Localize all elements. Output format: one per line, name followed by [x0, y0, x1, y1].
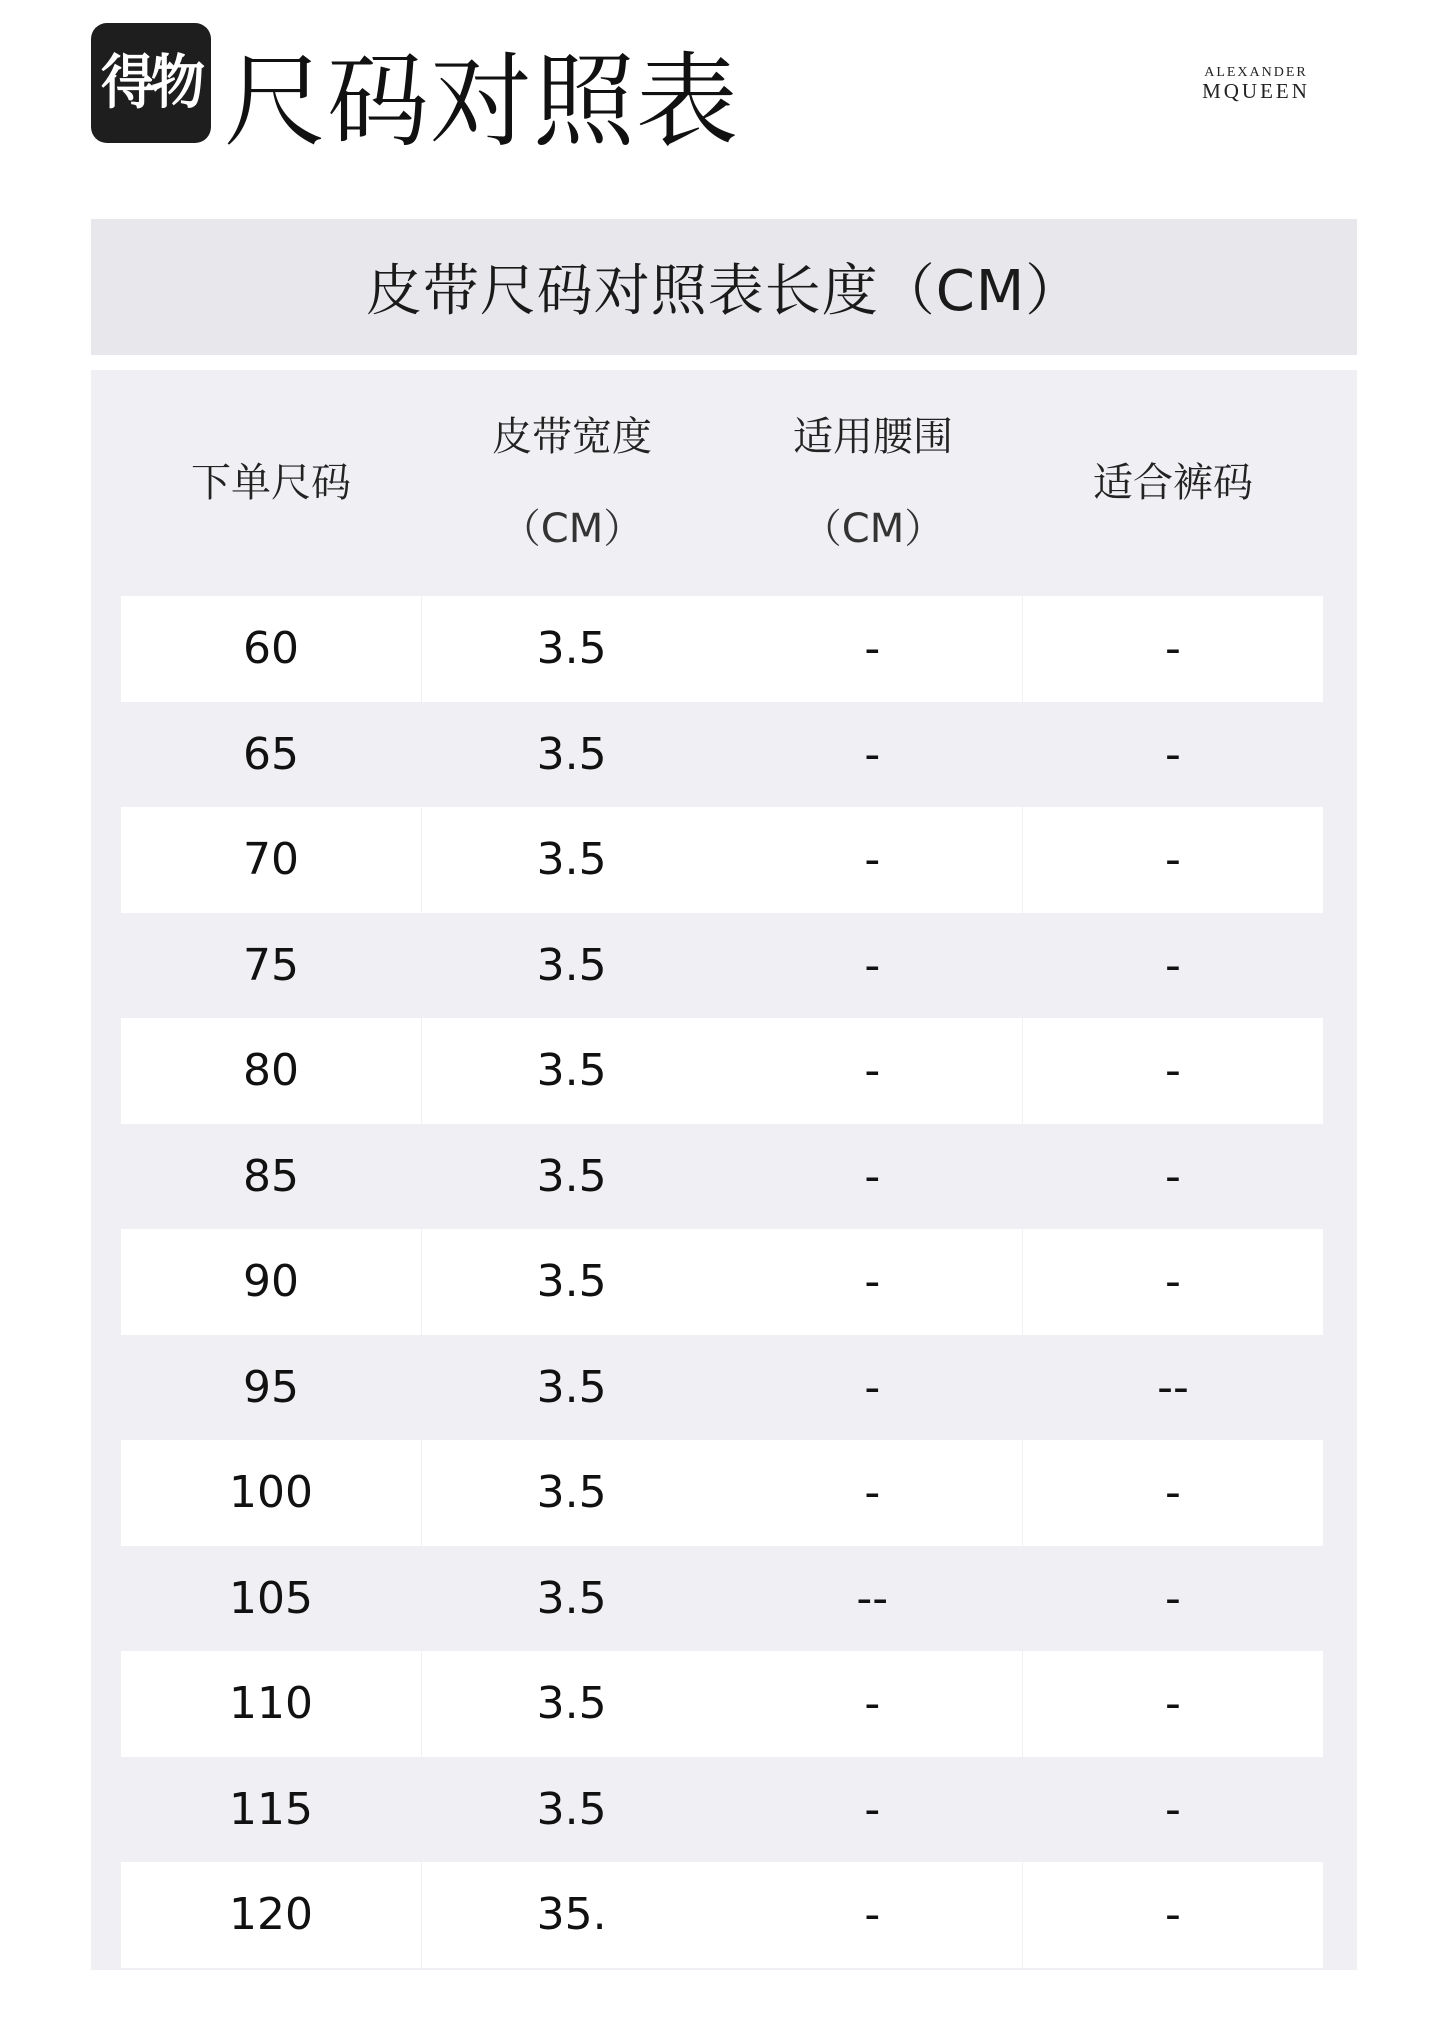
order-size-cell: 75 [243, 939, 299, 991]
pants-size-cell: - [1023, 1018, 1323, 1124]
table-row [121, 1440, 1323, 1546]
column-header-waist [723, 370, 1023, 596]
order-size-cell: 95 [243, 1361, 299, 1413]
column-header-label: 适用腰围 [793, 414, 953, 460]
table-row [121, 1757, 1323, 1863]
waist-cell: - [864, 1783, 881, 1835]
order-size-cell: 120 [121, 1862, 421, 1968]
waist-cell: - [722, 1018, 1022, 1124]
belt-width-cell: 35. [422, 1862, 722, 1968]
brand-logo-line1: ALEXANDER [1204, 65, 1308, 80]
waist-cell: - [722, 596, 1022, 702]
column-header-label: 适合裤码 [1093, 460, 1253, 506]
order-size-cell: 105 [229, 1572, 313, 1624]
column-header-unit: （CM） [801, 506, 945, 552]
table-row [121, 807, 1323, 913]
belt-width-cell: 3.5 [536, 1783, 607, 1835]
pants-size-cell: -- [1157, 1361, 1189, 1413]
order-size-cell: 115 [229, 1783, 313, 1835]
pants-size-cell: - [1165, 1572, 1181, 1624]
table-row [121, 1651, 1323, 1757]
table-title-bar [91, 219, 1357, 355]
table-row [121, 1229, 1323, 1335]
pants-size-cell: - [1023, 1651, 1323, 1757]
belt-width-cell: 3.5 [536, 1150, 607, 1202]
column-header-label: 皮带宽度 [492, 414, 652, 460]
order-size-cell: 65 [243, 728, 299, 780]
page-title: 尺码对照表 [224, 43, 739, 162]
pants-size-cell: - [1165, 939, 1181, 991]
belt-width-cell: 3.5 [422, 1018, 722, 1124]
order-size-cell: 85 [243, 1150, 299, 1202]
belt-width-cell: 3.5 [536, 939, 607, 991]
waist-cell: - [864, 728, 881, 780]
waist-cell: - [722, 1440, 1022, 1546]
column-header-pants-size [1023, 370, 1323, 596]
column-header-label: 下单尺码 [191, 460, 351, 506]
belt-width-cell: 3.5 [536, 728, 607, 780]
table-row [121, 913, 1323, 1019]
belt-width-cell: 3.5 [422, 596, 722, 702]
table-row [121, 1546, 1323, 1652]
table-row [121, 1862, 1323, 1968]
waist-cell: - [722, 1862, 1022, 1968]
waist-cell: -- [856, 1572, 889, 1624]
waist-cell: - [722, 1651, 1022, 1757]
belt-width-cell: 3.5 [536, 1361, 607, 1413]
belt-width-cell: 3.5 [422, 1440, 722, 1546]
waist-cell: - [722, 1229, 1022, 1335]
pants-size-cell: - [1023, 1862, 1323, 1968]
dewu-logo-text: 得物 [101, 48, 201, 117]
table-row [121, 1018, 1323, 1124]
column-header-belt-width [422, 370, 722, 596]
dewu-logo [91, 23, 211, 143]
waist-cell: - [864, 939, 881, 991]
waist-cell: - [864, 1150, 881, 1202]
brand-logo [1192, 66, 1320, 102]
order-size-cell: 70 [121, 807, 421, 913]
pants-size-cell: - [1165, 1783, 1181, 1835]
order-size-cell: 110 [121, 1651, 421, 1757]
table-row [121, 1335, 1323, 1441]
pants-size-cell: - [1023, 596, 1323, 702]
size-table [91, 370, 1357, 1970]
column-header-unit: （CM） [500, 506, 644, 552]
order-size-cell: 80 [121, 1018, 421, 1124]
belt-width-cell: 3.5 [422, 1651, 722, 1757]
pants-size-cell: - [1023, 1229, 1323, 1335]
pants-size-cell: - [1023, 1440, 1323, 1546]
table-title: 皮带尺码对照表长度（CM） [365, 259, 1083, 324]
column-header-order-size [121, 370, 421, 596]
table-row [121, 596, 1323, 702]
waist-cell: - [864, 1361, 881, 1413]
order-size-cell: 90 [121, 1229, 421, 1335]
belt-width-cell: 3.5 [536, 1572, 607, 1624]
belt-width-cell: 3.5 [422, 807, 722, 913]
pants-size-cell: - [1023, 807, 1323, 913]
pants-size-cell: - [1165, 1150, 1181, 1202]
table-row [121, 1124, 1323, 1230]
pants-size-cell: - [1165, 728, 1181, 780]
table-row [121, 702, 1323, 808]
table-body [121, 596, 1323, 1968]
order-size-cell: 100 [121, 1440, 421, 1546]
brand-logo-line2: MQUEEN [1202, 79, 1310, 103]
belt-width-cell: 3.5 [422, 1229, 722, 1335]
order-size-cell: 60 [121, 596, 421, 702]
waist-cell: - [722, 807, 1022, 913]
